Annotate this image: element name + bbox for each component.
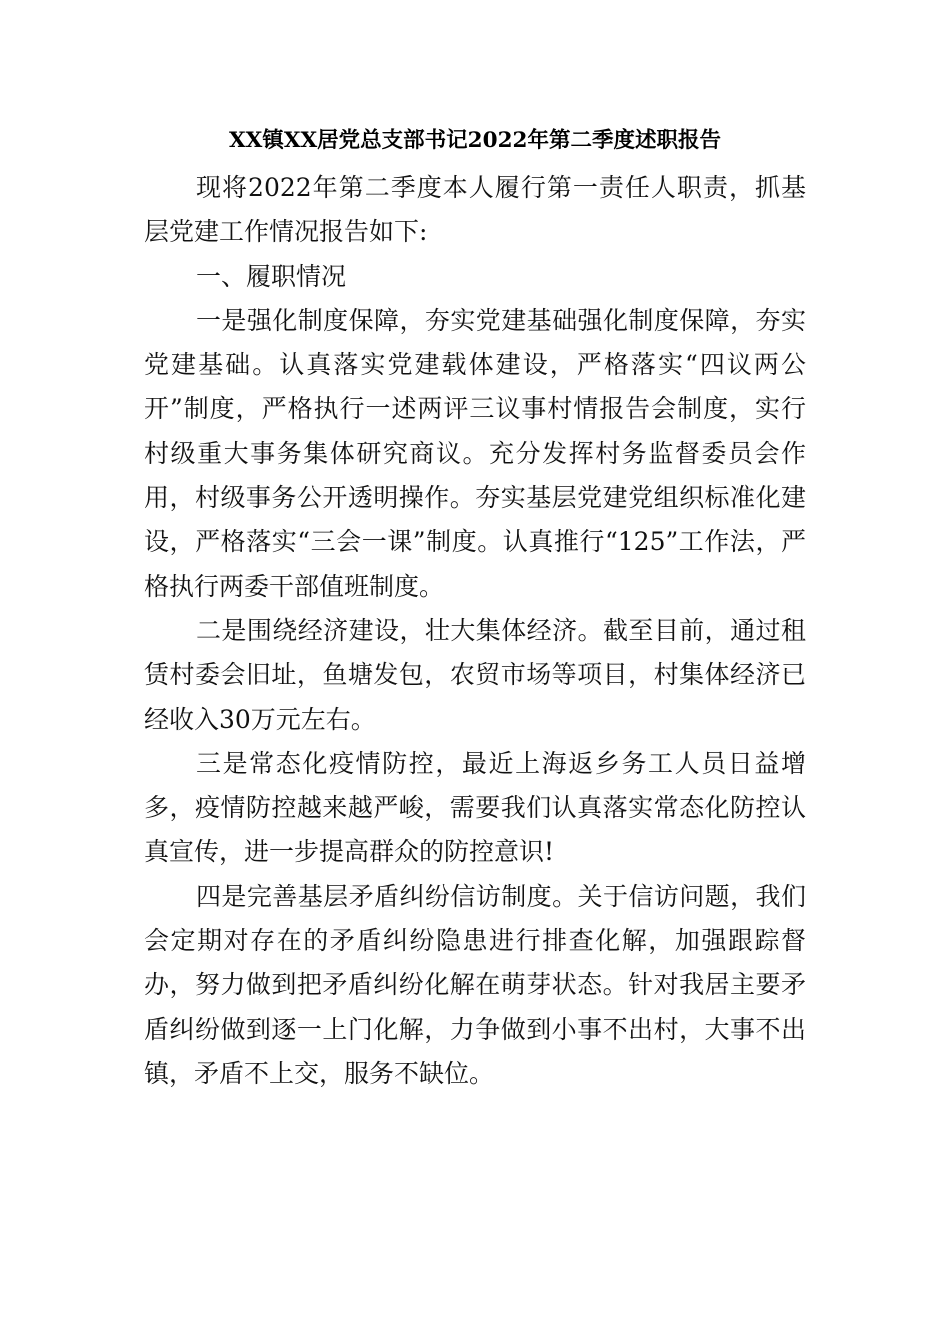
document-body [144, 166, 806, 1096]
intro-paragraph: 现将2022年第二季度本人履行第一责任人职责，抓基层党建工作情况报告如下: [144, 173, 806, 247]
section-heading: 一、履职情况 [196, 261, 347, 291]
paragraph-3: 三是常态化疫情防控，最近上海返乡务工人员日益增多，疫情防控越来越严峻，需要我们认真落实常态化防控认真宣传，进一步提高群众的防控意识! [144, 748, 806, 867]
document-title: XX镇XX居党总支部书记2022年第二季度述职报告 [228, 128, 722, 153]
paragraph-1: 一是强化制度保障，夯实党建基础强化制度保障，夯实党建基础。认真落实党建载体建设，严格落实“四议两公开”制度，严格执行一述两评三议事村情报告会制度，实行村级重大事务集体研究商议。充分发挥村务监督委员会作用，村级事务公开透明操作。夯实基层党建党组织标准化建设，严格落实“三会一课”制度。认真推行“125”工作法，严格执行两委干部值班制度。 [144, 305, 806, 601]
paragraph-2: 二是围绕经济建设，壮大集体经济。截至目前，通过租赁村委会旧址，鱼塘发包，农贸市场等项目，村集体经济已经收入30万元左右。 [144, 615, 806, 734]
paragraph-4: 四是完善基层矛盾纠纷信访制度。关于信访问题，我们会定期对存在的矛盾纠纷隐患进行排查化解，加强跟踪督办，努力做到把矛盾纠纷化解在萌芽状态。针对我居主要矛盾纠纷做到逐一上门化解，力争做到小事不出村，大事不出镇，矛盾不上交，服务不缺位。 [144, 881, 806, 1088]
